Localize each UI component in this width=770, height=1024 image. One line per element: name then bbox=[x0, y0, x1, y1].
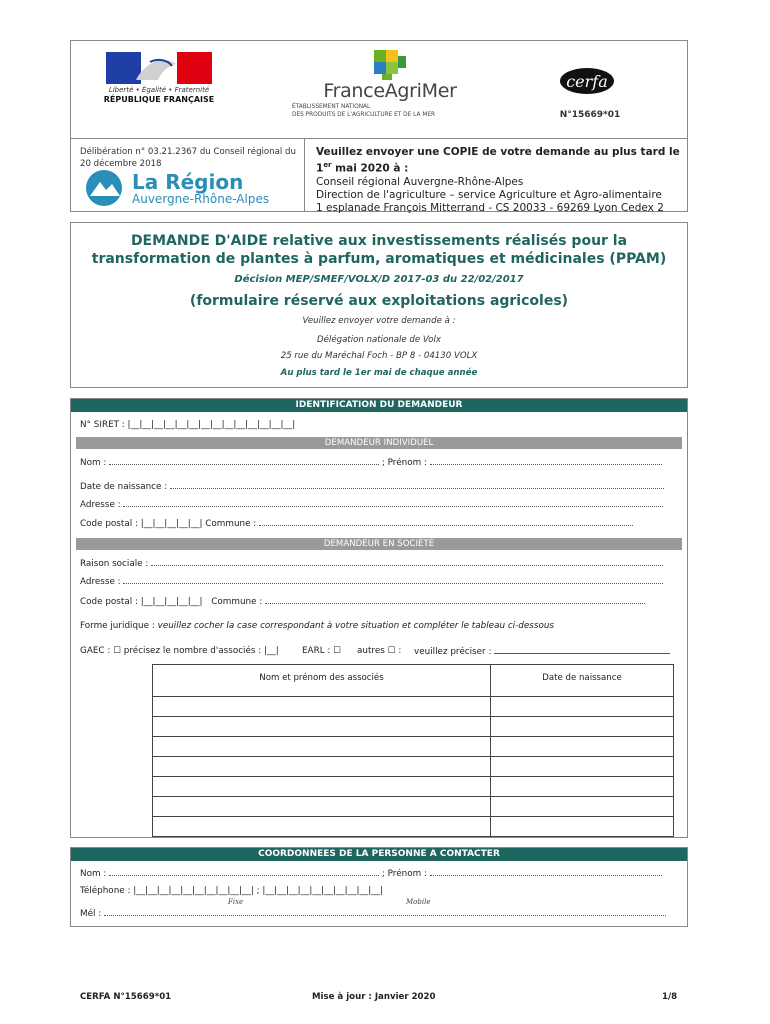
company-commune-field[interactable] bbox=[265, 596, 645, 604]
table-cell[interactable] bbox=[491, 817, 674, 837]
table-cell[interactable] bbox=[491, 737, 674, 757]
siret-field[interactable]: N° SIRET : |__|__|__|__|__|__|__|__|__|__|__|__|__|__| bbox=[80, 420, 296, 430]
address-line: 25 rue du Maréchal Foch - BP 8 - 04130 VOLX bbox=[280, 351, 478, 361]
address-label: Adresse : bbox=[80, 500, 121, 510]
address-row bbox=[80, 499, 663, 510]
legal-form-row bbox=[80, 621, 554, 631]
birthdate-label: Date de naissance : bbox=[80, 482, 168, 492]
table-row bbox=[153, 717, 674, 737]
franceagrimer-name: FranceAgriMer bbox=[323, 80, 457, 102]
table-cell[interactable] bbox=[491, 757, 674, 777]
footer-cerfa: CERFA N°15669*01 bbox=[80, 992, 172, 1002]
fam-sub-line: ÉTABLISSEMENT NATIONAL bbox=[292, 104, 371, 110]
cerfa-number: N°15669*01 bbox=[559, 110, 621, 120]
table-cell[interactable] bbox=[153, 717, 491, 737]
fam-sub-line: DES PRODUITS DE L'AGRICULTURE ET DE LA MER bbox=[292, 112, 436, 118]
contact-name-row bbox=[80, 868, 662, 879]
section-band: IDENTIFICATION DU DEMANDEUR bbox=[71, 399, 687, 412]
section-band: COORDONNEES DE LA PERSONNE A CONTACTER bbox=[71, 848, 687, 861]
marianne-logo-icon bbox=[106, 52, 212, 84]
table-cell[interactable] bbox=[491, 777, 674, 797]
company-address-field[interactable] bbox=[123, 576, 663, 584]
company-postal-field[interactable]: Code postal : |__|__|__|__|__| bbox=[80, 597, 203, 607]
gaec-row bbox=[80, 646, 279, 656]
email-label: Mél : bbox=[80, 909, 102, 919]
nom-label: Nom : bbox=[80, 869, 107, 879]
header-divider bbox=[70, 138, 688, 139]
send-line: Conseil régional Auvergne-Rhône-Alpes bbox=[316, 175, 524, 188]
table-row bbox=[153, 737, 674, 757]
decision-reference: Décision MEP/SMEF/VOLX/D 2017-03 du 22/02/2017 bbox=[234, 274, 524, 285]
autres-checkbox[interactable]: autres ☐ : bbox=[357, 646, 402, 656]
email-row bbox=[80, 908, 666, 919]
table-row bbox=[153, 697, 674, 717]
postal-row bbox=[80, 518, 633, 529]
raison-label: Raison sociale : bbox=[80, 559, 149, 569]
commune-label: Commune : bbox=[211, 597, 263, 607]
company-postal-row bbox=[80, 596, 645, 607]
gaec-checkbox[interactable]: GAEC : ☐ précisez le nombre d'associés : |__| bbox=[80, 646, 279, 656]
table-cell[interactable] bbox=[153, 777, 491, 797]
form-title: DEMANDE D'AIDE relative aux investissements réalisés pour la transformation de plantes à parfum, aromatiques et médicinales (PPAM) bbox=[91, 233, 667, 267]
republique-francaise-text bbox=[96, 86, 222, 105]
region-logo-icon bbox=[84, 168, 128, 208]
send-date: 1er mai 2020 à : bbox=[316, 161, 409, 175]
table-cell[interactable] bbox=[153, 697, 491, 717]
address-line: Délégation nationale de Volx bbox=[317, 335, 441, 345]
preciser-row bbox=[414, 646, 670, 657]
contact-prenom-field[interactable] bbox=[430, 868, 662, 876]
rf-motto: Liberté • Égalité • Fraternité bbox=[108, 86, 210, 94]
individual-name-row bbox=[80, 457, 662, 468]
table-cell[interactable] bbox=[153, 817, 491, 837]
column-header: Date de naissance bbox=[491, 665, 674, 697]
postal-field[interactable]: Code postal : |__|__|__|__|__| bbox=[80, 519, 203, 529]
region-subname: Auvergne-Rhône-Alpes bbox=[132, 192, 270, 206]
company-address-row bbox=[80, 576, 663, 587]
nom-label: Nom : bbox=[80, 458, 107, 468]
deadline-text: Au plus tard le 1er mai de chaque année bbox=[280, 368, 478, 378]
send-line: 1 esplanade François Mitterrand - CS 20033 - 69269 Lyon Cedex 2 bbox=[316, 201, 664, 214]
franceagrimer-subtitle bbox=[292, 103, 482, 119]
email-field[interactable] bbox=[104, 908, 666, 916]
commune-label: Commune : bbox=[205, 519, 257, 529]
deliberation-text: Délibération n° 03.21.2367 du Conseil régional du 20 décembre 2018 bbox=[80, 147, 296, 169]
legal-form-instruction: veuillez cocher la case correspondant à votre situation et compléter le tableau ci-dessous bbox=[157, 621, 555, 631]
individual-band: DEMANDEUR INDIVIDUEL bbox=[76, 437, 682, 449]
send-bold: Veuillez envoyer une COPIE de votre demande au plus tard le bbox=[316, 146, 680, 158]
table-cell[interactable] bbox=[491, 717, 674, 737]
table-cell[interactable] bbox=[153, 757, 491, 777]
svg-text:cerfa: cerfa bbox=[566, 72, 608, 91]
page-number: 1/8 bbox=[662, 992, 678, 1002]
rf-name: RÉPUBLIQUE FRANÇAISE bbox=[103, 95, 215, 104]
column-header: Nom et prénom des associés bbox=[153, 665, 491, 697]
raison-field[interactable] bbox=[151, 558, 663, 566]
raison-row bbox=[80, 558, 663, 569]
contact-nom-field[interactable] bbox=[109, 868, 379, 876]
legal-form-label: Forme juridique : bbox=[80, 621, 155, 631]
birthdate-row bbox=[80, 481, 664, 492]
table-cell[interactable] bbox=[491, 697, 674, 717]
prenom-field[interactable] bbox=[430, 457, 662, 465]
table-header-row bbox=[153, 665, 674, 697]
table-cell[interactable] bbox=[153, 797, 491, 817]
table-row bbox=[153, 777, 674, 797]
franceagrimer-logo-icon bbox=[368, 48, 412, 80]
preciser-label: veuillez préciser : bbox=[414, 647, 492, 657]
phone-field[interactable]: Téléphone : |__|__|__|__|__|__|__|__|__|__| ; |__|__|__|__|__|__|__|__|__|__| bbox=[80, 886, 383, 896]
phone-mobile-label: Mobile bbox=[406, 898, 431, 906]
address-label: Adresse : bbox=[80, 577, 121, 587]
cerfa-logo-icon bbox=[558, 66, 616, 96]
table-cell[interactable] bbox=[153, 737, 491, 757]
table-row bbox=[153, 757, 674, 777]
phone-fixe-label: Fixe bbox=[228, 898, 244, 906]
table-row bbox=[153, 797, 674, 817]
send-line: Direction de l'agriculture – service Agriculture et Agro-alimentaire bbox=[316, 188, 662, 201]
send-to-text: Veuillez envoyer votre demande à : bbox=[302, 316, 456, 326]
footer-update: Mise à jour : Janvier 2020 bbox=[312, 992, 436, 1002]
preciser-field[interactable] bbox=[494, 646, 670, 654]
region-name: La Région bbox=[132, 170, 244, 194]
nom-field[interactable] bbox=[109, 457, 379, 465]
table-cell[interactable] bbox=[491, 797, 674, 817]
company-band: DEMANDEUR EN SOCIÉTÉ bbox=[76, 538, 682, 550]
header-divider-vertical bbox=[304, 138, 305, 212]
earl-checkbox[interactable]: EARL : ☐ bbox=[302, 646, 342, 656]
prenom-label: ; Prénom : bbox=[381, 869, 427, 879]
address-field[interactable] bbox=[123, 499, 663, 507]
commune-field[interactable] bbox=[259, 518, 633, 526]
associates-table bbox=[152, 664, 674, 837]
prenom-label: ; Prénom : bbox=[381, 458, 427, 468]
form-subtitle: (formulaire réservé aux exploitations agricoles) bbox=[189, 293, 569, 309]
send-copy-info bbox=[316, 146, 684, 215]
table-row bbox=[153, 817, 674, 837]
birthdate-field[interactable] bbox=[170, 481, 664, 489]
